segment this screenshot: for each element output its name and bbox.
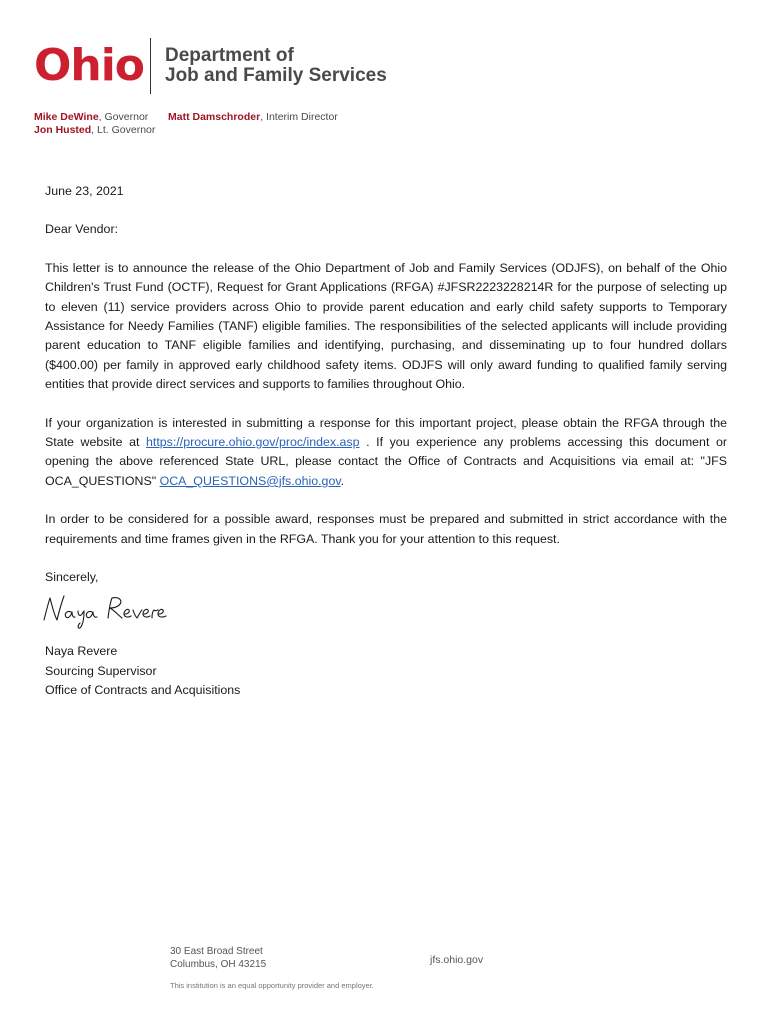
department-line-1: Department of (165, 45, 294, 66)
letter-paragraph-1: This letter is to announce the release of the Ohio Department of Job and Family Services (ODJFS), on behalf of the Ohio Children's Trust Fund (OCTF), Request for Grant Applications (RFGA) #JFSR2223228214R for the purpose of selecting up to eleven (11) service providers across Ohio to provide parent education and early child safety supports to Temporary Assistance for Needy Families (TANF) eligible families. The responsibilities of the selected applicants will include providing parent education to TANF eligible families and identifying, purchasing, and disseminating up to four hundred dollars ($400.00) per family in approved early childhood safety items. ODJFS will only award funding to qualified family serving entities that provide direct services and supports to families throughout Ohio. (45, 260, 727, 392)
lt-governor-title: , Lt. Governor (91, 124, 156, 136)
ohio-logo-text: Ohio (34, 40, 145, 91)
footer-website[interactable]: jfs.ohio.gov (430, 954, 484, 966)
letter-date: June 23, 2021 (45, 184, 124, 198)
signer-name: Naya Revere (45, 644, 118, 658)
paragraph-2-text-2: . If you experience any problems accessing this document or opening the above referenced State URL, please contact the Office of Contracts and Acquisitions via email at: "JFS OCA_QUESTIONS" (45, 435, 727, 488)
ohio-logo (34, 40, 154, 94)
officials-block (34, 111, 155, 137)
lt-governor-name: Jon Husted (34, 124, 92, 136)
footer-equal-opportunity: This institution is an equal opportunity provider and employer. (170, 981, 374, 990)
letter-salutation: Dear Vendor: (45, 222, 119, 237)
governor-title: , Governor (98, 111, 149, 123)
lt-governor-line (34, 124, 155, 137)
oca-email-link[interactable]: OCA_QUESTIONS@jfs.ohio.gov (159, 473, 341, 488)
footer-city: Columbus, OH 43215 (170, 959, 267, 970)
signer-title: Sourcing Supervisor (45, 663, 157, 678)
signature-block (45, 642, 240, 701)
department-line-2: Job and Family Services (165, 65, 387, 86)
director-title: , Interim Director (260, 111, 338, 123)
director-line (168, 111, 338, 124)
department-title (165, 46, 387, 86)
footer-address (170, 945, 266, 971)
procurement-link[interactable]: https://procure.ohio.gov/proc/index.asp (146, 435, 360, 450)
letter-body (45, 182, 727, 607)
logo-divider (150, 38, 151, 94)
footer-street: 30 East Broad Street (170, 946, 263, 957)
paragraph-2-text-3: . (340, 473, 345, 488)
governor-name: Mike DeWine (34, 111, 99, 123)
governor-line (34, 111, 155, 124)
paragraph-2-text-1: If your organization is interested in submitting a response for this important project, please obtain the RFGA through the State website at (45, 415, 727, 450)
letter-paragraph-2 (45, 414, 727, 492)
letter-closing: Sincerely, (45, 570, 99, 585)
director-name: Matt Damschroder (168, 111, 261, 123)
signer-office: Office of Contracts and Acquisitions (45, 683, 241, 698)
letter-paragraph-3: In order to be considered for a possible award, responses must be prepared and submitted in strict accordance with the requirements and time frames given in the RFGA. Thank you for your attention to this request. (45, 512, 727, 546)
handwritten-signature (40, 590, 170, 632)
